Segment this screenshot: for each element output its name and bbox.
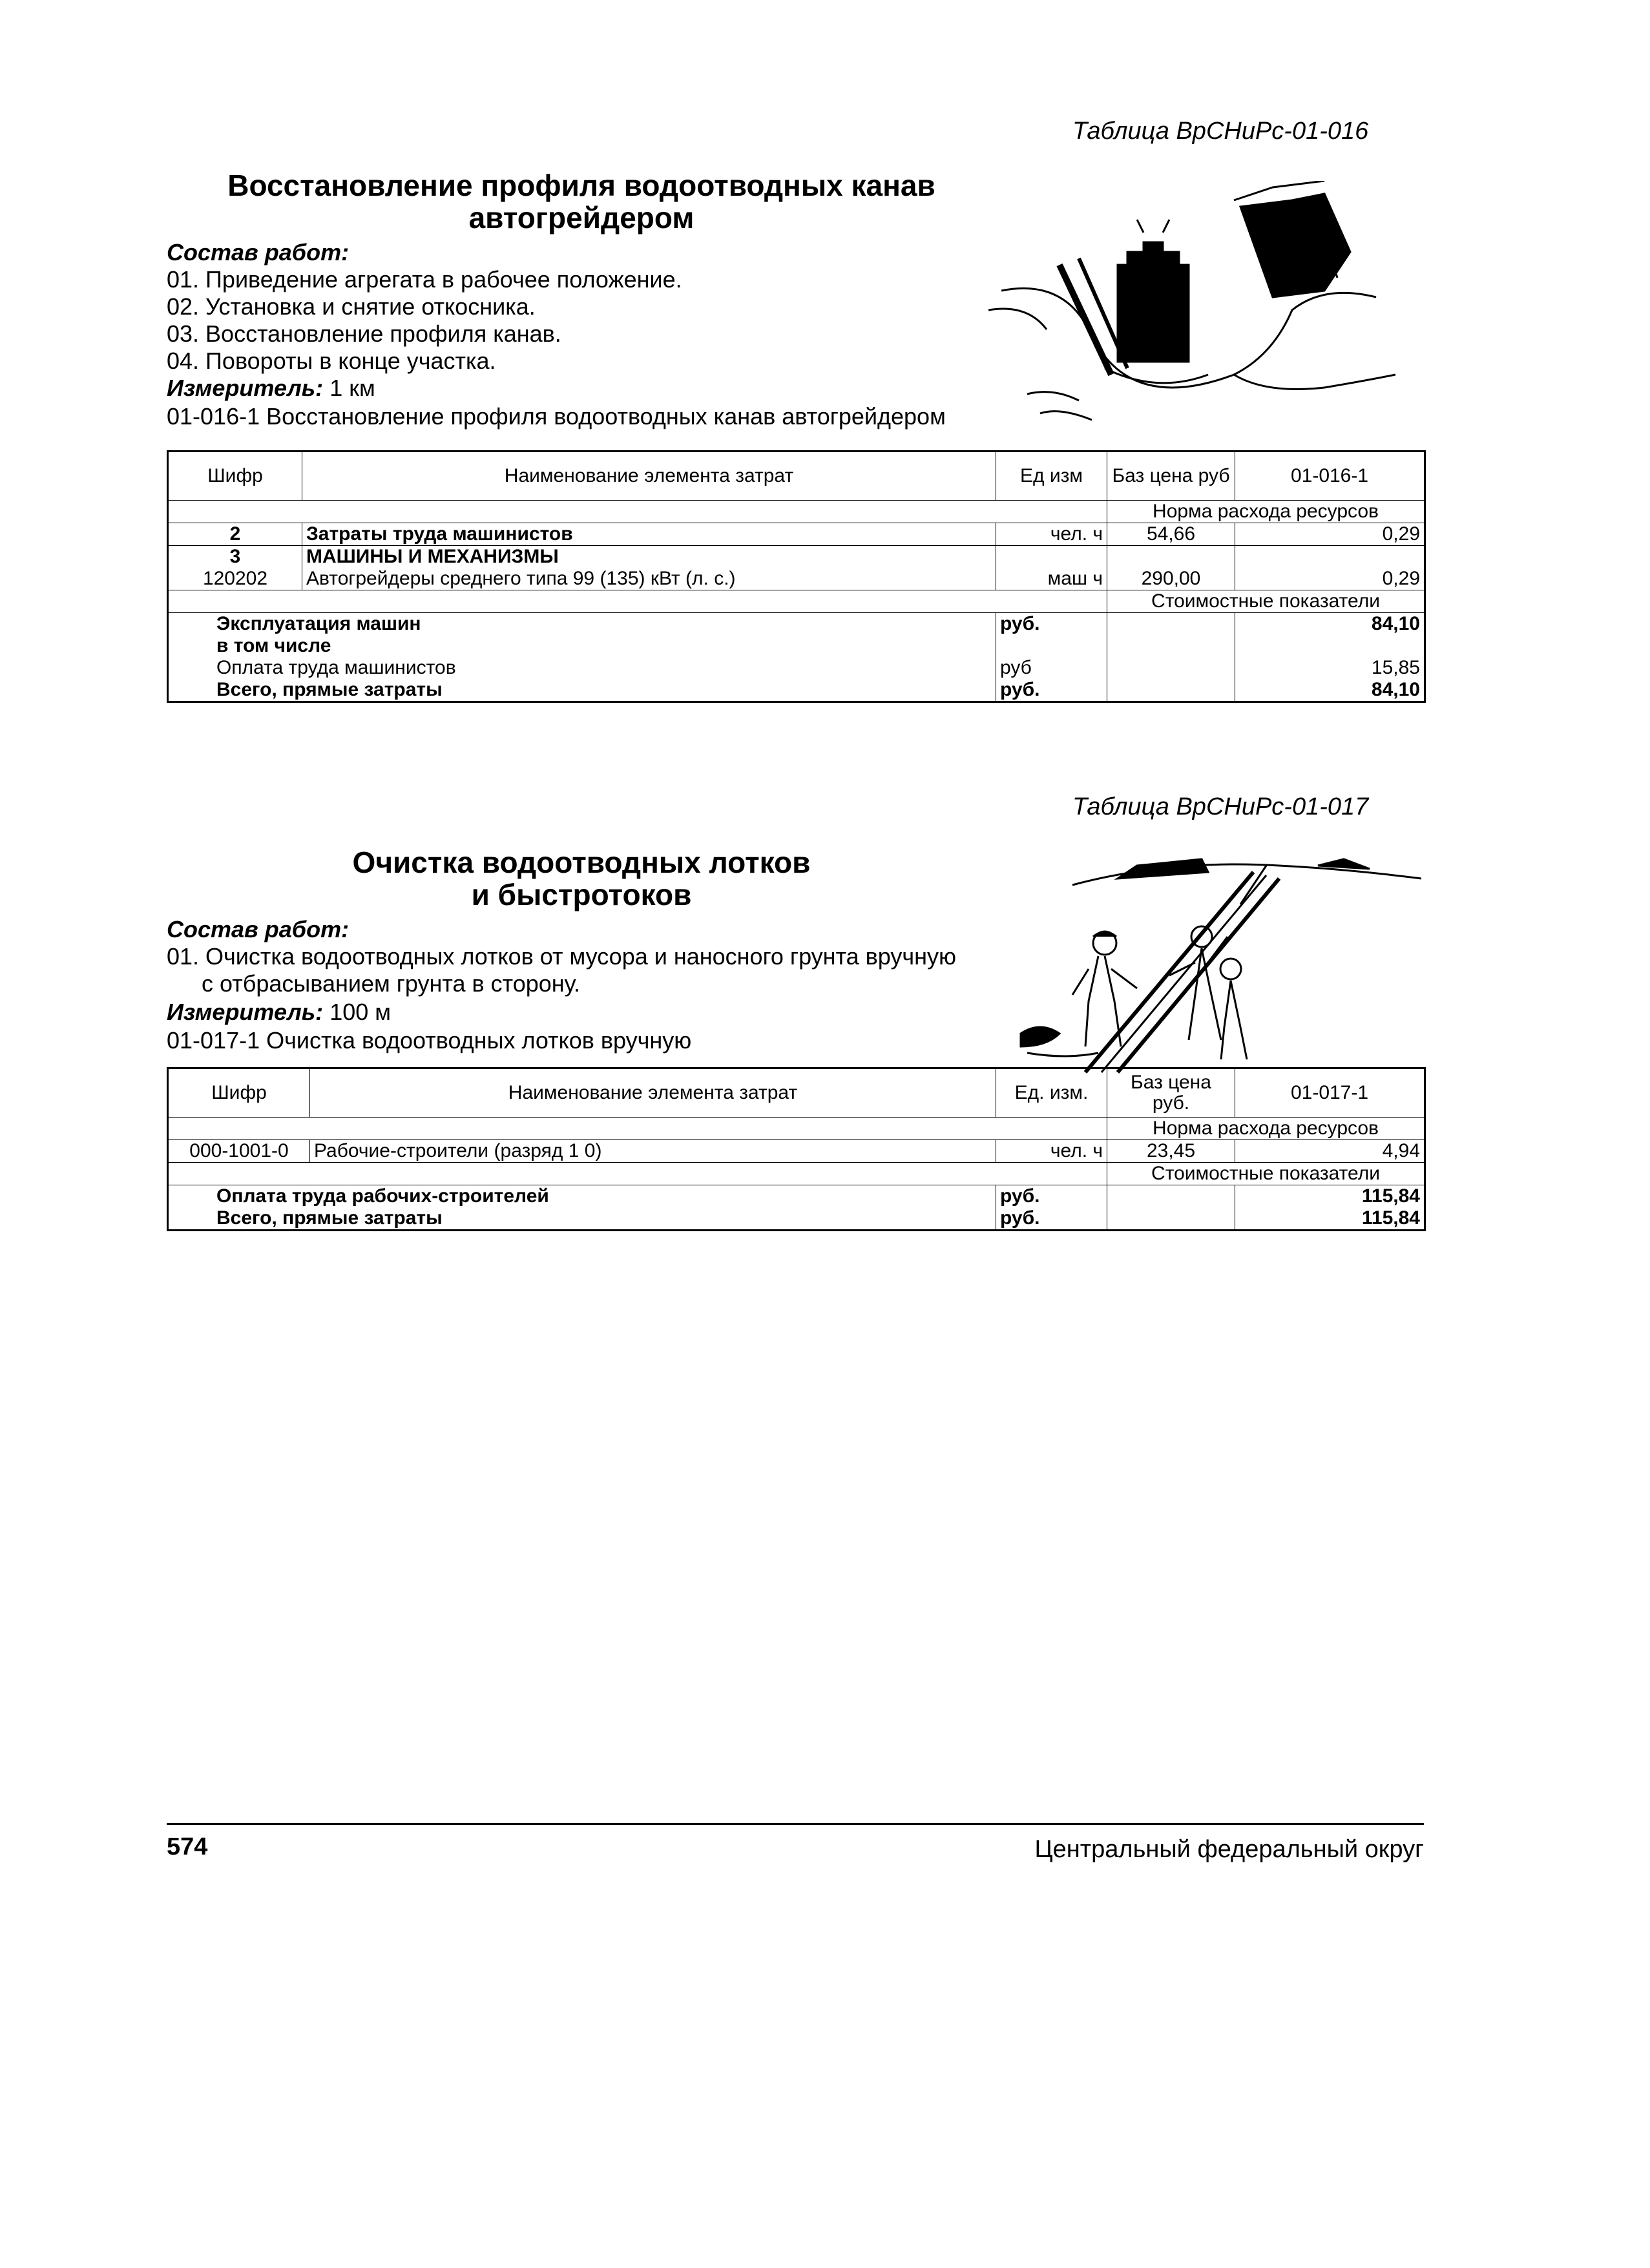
cost-row bbox=[168, 613, 1425, 636]
work-step-continued: с отбрасыванием грунта в сторону. bbox=[202, 970, 581, 997]
row-name: МАШИНЫ И МЕХАНИЗМЫ bbox=[302, 546, 996, 568]
table-ref-017: Таблица ВрСНиРс-01-017 bbox=[1072, 793, 1369, 820]
table-row bbox=[168, 1140, 1425, 1163]
code-line: 01-017-1 Очистка водоотводных лотков вручную bbox=[167, 1027, 692, 1054]
cost-unit: руб bbox=[996, 657, 1107, 679]
cost-unit: руб. bbox=[996, 1207, 1107, 1231]
cost-price bbox=[1107, 635, 1235, 657]
cost-unit: руб. bbox=[996, 613, 1107, 636]
column-header-unit: Ед. изм. bbox=[996, 1068, 1107, 1118]
row-value: 0,29 bbox=[1235, 523, 1425, 546]
cost-price bbox=[1107, 1185, 1235, 1208]
cost-value bbox=[1235, 635, 1425, 657]
footer-region: Центральный федеральный округ bbox=[1034, 1836, 1424, 1863]
page-number: 574 bbox=[167, 1833, 208, 1860]
grader-illustration bbox=[988, 181, 1402, 436]
spacer-cell bbox=[168, 590, 1107, 613]
cost-name: Оплата труда машинистов bbox=[168, 657, 996, 679]
cost-unit: руб. bbox=[996, 1185, 1107, 1208]
column-header-price: Баз цена руб. bbox=[1107, 1068, 1235, 1118]
work-step: 01. Приведение агрегата в рабочее положение. bbox=[167, 266, 682, 293]
cost-row bbox=[168, 1185, 1425, 1208]
cost-value: 15,85 bbox=[1235, 657, 1425, 679]
row-price: 23,45 bbox=[1107, 1140, 1235, 1163]
meter-line bbox=[167, 375, 375, 402]
row-unit bbox=[996, 546, 1107, 568]
cost-name: Всего, прямые затраты bbox=[168, 679, 996, 702]
meter-label: Измеритель: bbox=[167, 375, 324, 401]
cost-value: 115,84 bbox=[1235, 1185, 1425, 1208]
column-header-unit: Ед изм bbox=[996, 452, 1107, 501]
cost-unit bbox=[996, 635, 1107, 657]
cost-row bbox=[168, 1207, 1425, 1231]
spacer-cell bbox=[168, 1118, 1107, 1140]
row-price bbox=[1107, 546, 1235, 568]
row-name: Рабочие-строители (разряд 1 0) bbox=[310, 1140, 996, 1163]
cost-row bbox=[168, 635, 1425, 657]
row-name: Автогрейдеры среднего типа 99 (135) кВт (л. с.) bbox=[302, 568, 996, 590]
row-value: 4,94 bbox=[1235, 1140, 1425, 1163]
cost-name: Оплата труда рабочих-строителей bbox=[168, 1185, 996, 1208]
work-step: 04. Повороты в конце участка. bbox=[167, 348, 496, 374]
work-step: 02. Установка и снятие откосника. bbox=[167, 293, 536, 320]
meter-line bbox=[167, 999, 391, 1026]
cost-table-017 bbox=[167, 1067, 1426, 1231]
workers-illustration bbox=[1008, 840, 1421, 1076]
row-code: 2 bbox=[168, 523, 302, 546]
section-title-016 bbox=[194, 169, 969, 234]
code-line: 01-016-1 Восстановление профиля водоотводных канав автогрейдером bbox=[167, 403, 946, 430]
cost-name: Эксплуатация машин bbox=[168, 613, 996, 636]
cost-section-label: Стоимостные показатели bbox=[1107, 1163, 1425, 1185]
cost-value: 84,10 bbox=[1235, 679, 1425, 702]
column-header-code: Шифр bbox=[168, 1068, 310, 1118]
cost-price bbox=[1107, 657, 1235, 679]
row-code: 120202 bbox=[168, 568, 302, 590]
meter-label: Измеритель: bbox=[167, 999, 324, 1025]
column-header-norm: 01-016-1 bbox=[1235, 452, 1425, 501]
footer-divider bbox=[167, 1823, 1424, 1825]
meter-value: 100 м bbox=[323, 999, 392, 1025]
row-unit: маш ч bbox=[996, 568, 1107, 590]
row-price: 54,66 bbox=[1107, 523, 1235, 546]
work-step: 03. Восстановление профиля канав. bbox=[167, 320, 561, 347]
work-step: 01. Очистка водоотводных лотков от мусора и наносного грунта вручную bbox=[167, 943, 957, 970]
column-header-price: Баз цена руб bbox=[1107, 452, 1235, 501]
row-name: Затраты труда машинистов bbox=[302, 523, 996, 546]
cost-name: в том числе bbox=[168, 635, 996, 657]
row-value: 0,29 bbox=[1235, 568, 1425, 590]
table-row bbox=[168, 546, 1425, 568]
cost-section-label: Стоимостные показатели bbox=[1107, 590, 1425, 613]
cost-row bbox=[168, 679, 1425, 702]
row-code: 000-1001-0 bbox=[168, 1140, 310, 1163]
column-header-name: Наименование элемента затрат bbox=[310, 1068, 996, 1118]
cost-name: Всего, прямые затраты bbox=[168, 1207, 996, 1231]
row-unit: чел. ч bbox=[996, 523, 1107, 546]
cost-price bbox=[1107, 613, 1235, 636]
cost-unit: руб. bbox=[996, 679, 1107, 702]
cost-price bbox=[1107, 1207, 1235, 1231]
composition-label: Состав работ: bbox=[167, 916, 350, 942]
table-row bbox=[168, 568, 1425, 590]
section-title-017-line2: и быстротоков bbox=[471, 878, 692, 911]
section-title-016-line1: Восстановление профиля водоотводных канав bbox=[227, 169, 935, 202]
cost-price bbox=[1107, 679, 1235, 702]
row-code: 3 bbox=[168, 546, 302, 568]
spacer-cell bbox=[168, 501, 1107, 523]
table-ref-016: Таблица ВрСНиРс-01-016 bbox=[1072, 118, 1369, 145]
norm-section-label: Норма расхода ресурсов bbox=[1107, 501, 1425, 523]
section-title-017-line1: Очистка водоотводных лотков bbox=[352, 846, 811, 879]
cost-row bbox=[168, 657, 1425, 679]
column-header-code: Шифр bbox=[168, 452, 302, 501]
column-header-name: Наименование элемента затрат bbox=[302, 452, 996, 501]
row-value bbox=[1235, 546, 1425, 568]
cost-value: 115,84 bbox=[1235, 1207, 1425, 1231]
cost-table-016 bbox=[167, 450, 1426, 703]
work-step-list bbox=[167, 266, 682, 375]
row-unit: чел. ч bbox=[996, 1140, 1107, 1163]
table-row bbox=[168, 523, 1425, 546]
section-title-017 bbox=[258, 846, 904, 911]
column-header-norm: 01-017-1 bbox=[1235, 1068, 1425, 1118]
cost-value: 84,10 bbox=[1235, 613, 1425, 636]
norm-section-label: Норма расхода ресурсов bbox=[1107, 1118, 1425, 1140]
section-title-016-line2: автогрейдером bbox=[468, 201, 694, 234]
composition-label: Состав работ: bbox=[167, 239, 350, 265]
meter-value: 1 км bbox=[323, 375, 375, 401]
row-price: 290,00 bbox=[1107, 568, 1235, 590]
spacer-cell bbox=[168, 1163, 1107, 1185]
